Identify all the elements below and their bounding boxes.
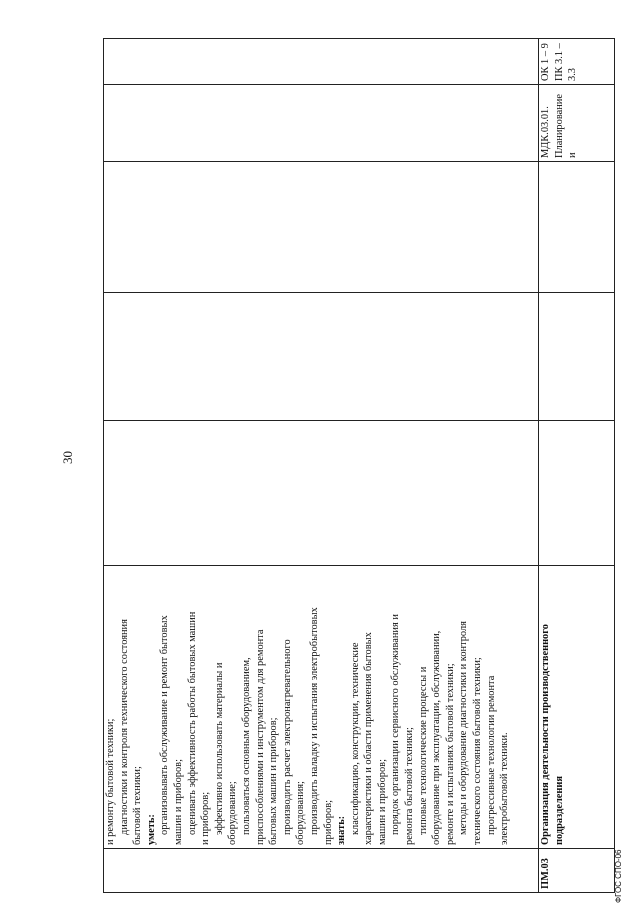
empty-cell	[104, 421, 539, 566]
description-line: диагностики и контроля технического состояния	[118, 619, 130, 835]
description-line: электробытовой техники.	[499, 732, 511, 845]
description-line: оборудование при эксплуатации, обслуживании,	[431, 630, 443, 845]
description-line: классификацию, конструкции, технические	[349, 642, 361, 835]
description-line: производить расчет электронагревательного	[281, 639, 293, 835]
module-title: Организация деятельности производственного подразделения	[539, 566, 615, 849]
description-line: пользоваться основным оборудованием,	[240, 657, 252, 835]
empty-cell	[104, 293, 539, 421]
curriculum-table	[103, 38, 615, 893]
description-line: и ремонту бытовой техники;	[105, 718, 116, 845]
description-line: машин и приборов;	[376, 759, 388, 845]
description-line: ремонте и испытаниях бытовой техники;	[444, 663, 456, 845]
description-line: приборов;	[322, 800, 334, 845]
page-number: 30	[60, 451, 75, 464]
description-line: технического состояния бытовой техники;	[472, 657, 484, 845]
footer-stamp: ФГОС СПО-06	[614, 849, 623, 903]
description-line: оценивать эффективность работы бытовых машин	[186, 611, 198, 835]
description-line: ремонта бытовой техники;	[404, 727, 416, 845]
description-line: методы и оборудование диагностики и контроля	[458, 621, 470, 835]
description-line: организовывать обслуживание и ремонт бытовых	[159, 615, 171, 835]
description-line: оборудование;	[227, 781, 239, 845]
description-line: характеристики и области применения бытовых	[363, 632, 375, 845]
table-row	[104, 39, 539, 893]
description-line: прогрессивные технологии ремонта	[485, 675, 497, 835]
description-lines	[104, 569, 512, 845]
module-code: ПМ.03	[539, 849, 615, 893]
description-line: знать:	[336, 815, 348, 845]
empty-cell	[539, 421, 615, 566]
empty-cell	[539, 293, 615, 421]
empty-cell	[104, 39, 539, 85]
mdk-title: Планирование и	[553, 94, 579, 158]
description-line: уметь:	[145, 814, 157, 845]
description-line: приспособлениями и инструментом для ремонта	[254, 629, 266, 845]
empty-cell	[539, 162, 615, 293]
description-line: машин и приборов;	[172, 759, 184, 845]
competence-cell	[539, 39, 615, 85]
description-line: и приборов;	[200, 791, 212, 845]
description-line: бытовой техники;	[132, 766, 144, 845]
empty-cell	[104, 85, 539, 162]
description-line: типовые технологические процессы и	[417, 666, 429, 835]
description-line: эффективно использовать материалы и	[213, 662, 225, 835]
mdk-cell	[539, 85, 615, 162]
description-line: бытовых машин и приборов;	[268, 717, 280, 845]
empty-cell	[104, 162, 539, 293]
description-line: оборудования;	[295, 781, 307, 845]
pk-codes: ПК 3.1 – 3.3	[553, 43, 579, 81]
table-row	[539, 39, 615, 893]
mdk-code: МДК.03.01.	[540, 106, 551, 158]
ok-codes: ОК 1 – 9	[540, 43, 551, 81]
code-cell-empty	[104, 849, 539, 893]
description-line: порядок организации сервисного обслуживания и	[390, 614, 402, 835]
competency-description-cell	[104, 566, 539, 849]
description-line: производить наладку и испытания электробытовых	[308, 607, 320, 835]
